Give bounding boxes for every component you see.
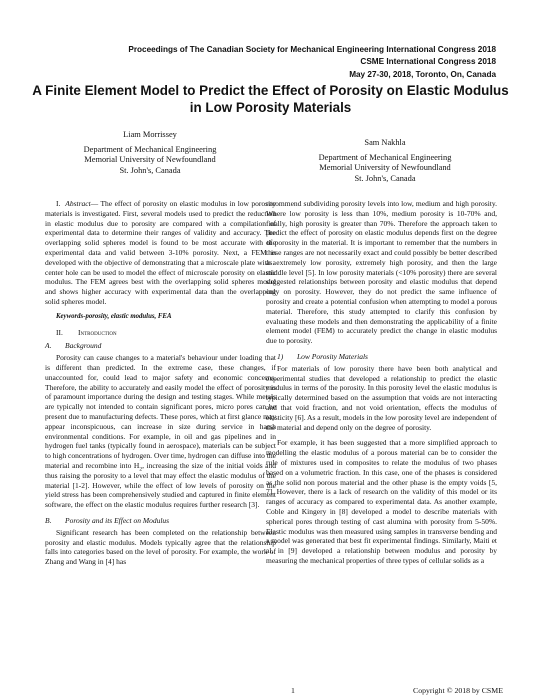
- subsection-title: Low Porosity Materials: [297, 351, 368, 361]
- author-block-1: [45, 130, 255, 176]
- background-text-continued: , increasing the size of the initial voids and thus raising the porosity to a level that may effect the elastic modulus of the material [1-2]. However, while the effect of low levels of porosity on the yield stress has been comprehensively studied and captured in finite element software, the effect on the elastic modulus requires further research [3].: [45, 460, 276, 510]
- subsection-heading-porosity: [45, 516, 276, 526]
- left-column: [45, 199, 276, 567]
- subsection-number: 1): [277, 351, 284, 361]
- author-department: Department of Mechanical Engineering: [318, 152, 452, 162]
- example-paragraph: For example, it has been suggested that a more simplified approach to modelling the elastic modulus of a porous material can be to consider the rule of mixtures used in composites to relate the modulus of two phases based on a volumetric fraction. In this case, one of the phases is considered as the solid non porous material and the other phase is the empty voids [5, 7]. However, there is a lack of research on the validity of this model or its ranges of accuracy as compared to experimental data. As another example, Coble and Kingery in [8] developed a model to describe materials with spherical pores through testing of cast alumina with porosity from 5-50%. Elastic modulus was then measured using samples in transverse bending and a model was generated that best fit experimental findings. Similarly, Maiti et al. in [9] developed a relationship between modulus and porosity by measuring the mechanical properties of three types of cellular solids as a: [266, 438, 497, 565]
- background-text: Porosity can cause changes to a material's behaviour under loading that is different than predicted. In the extreme case, these changes, if unaccounted for, could lead to major safety and economic concerns. Therefore, the ability to accurately and easily model the effect of porosity is of paramount importance during the design and testing stages. While metals are typically not intended to contain significant pores, micro pores can be present due to manufacturing defects. These pores, which at first glance may appear inconspicuous, can increase in size during service in harsh environmental conditions. For example, in oil and gas pipelines and in hydrogen fuel tanks (typically found in aerospace), materials can be subject to high concentrations of hydrogen. Over time, hydrogen can diffuse into the material and recombine into H: [45, 353, 276, 470]
- header-line-1: Proceedings of The Canadian Society for Mechanical Engineering International Congress 2018: [128, 45, 496, 54]
- author-university: Memorial University of Newfoundland: [319, 163, 451, 173]
- proceedings-header: [76, 44, 496, 81]
- author-name: Liam Morrissey: [123, 130, 177, 139]
- abstract-text: — The effect of porosity on elastic modulus in low porosity materials is investigated. First, several models used to predict the reduction in elastic modulus due to porosity are compared with a compilation of experimental data to determine their ranges of validity and accuracy. The overlapping solid spheres model is found to be most accurate with the experimental data and valid between 3-10% porosity. Next, a FEM is developed with the objective of demonstrating that a microscale plate with a center hole can be used to model the effect of microscale porosity on elastic modulus. The FEM agrees best with the overlapping solid spheres model and shows higher accuracy with experimental data than the overlapping solid spheres model.: [45, 199, 276, 306]
- section-heading-introduction: [56, 328, 276, 338]
- header-line-2: CSME International Congress 2018: [360, 57, 496, 67]
- author-name: Sam Nakhla: [364, 138, 406, 147]
- header-line-3: May 27-30, 2018, Toronto, On, Canada: [349, 69, 496, 79]
- section-number: II.: [56, 327, 63, 337]
- subsection-heading-background: [45, 341, 276, 351]
- right-column: [266, 199, 497, 566]
- subsection-heading-low-porosity: [277, 352, 497, 362]
- keywords: Keywords-porosity, elastic modulus, FEA: [56, 312, 172, 320]
- continued-paragraph: recommend subdividing porosity levels into low, medium and high porosity. Where low porosity is less than 10%, medium porosity is 10-70% and, finally, high porosity is greater than 70%. Therefore the approach taken to predict the effect of porosity on elastic modulus depends first on the degree of porosity in the material. It is important to remember that the numbers in these ranges are not necessarily exact and could possibly be better described as extremely low porosity, extremely high porosity, and then the large middle level [5]. In low porosity materials (<10% porosity) there are several suggested relationships between porosity and elastic modulus that depend only on porosity. However, they do not predict the same influence of porosity and create a potential confusion when attempting to model a porous material. Therefore, this study attempted to clarify this confusion by evaluating these models and then demonstrating the applicability of a finite element model (FEM) to accurately predict the change in elastic modulus due to porosity.: [266, 199, 497, 346]
- paper-title: A Finite Element Model to Predict the Effect of Porosity on Elastic Modulus in Low Porosity Materials: [32, 83, 509, 115]
- subsection-title: Porosity and its Effect on Modulus: [65, 515, 170, 525]
- subsection-number: B.: [45, 515, 52, 525]
- author-city: St. John's, Canada: [354, 173, 416, 183]
- background-paragraph: [45, 353, 276, 510]
- low-porosity-paragraph: For materials of low porosity there have been both analytical and experimental studies that developed a relationship to predict the elastic modulus in terms of the porosity. In this porosity level the elastic modulus is typically determined based on the assumption that voids are not interacting and that void fraction, and not void orientation, effects the modulus of elasticity [6]. As a result, models in the low porosity level are independent of the material and depend only on the degree of porosity.: [266, 363, 497, 432]
- abstract-paragraph: [45, 199, 276, 307]
- copyright-notice: Copyright © 2018 by CSME: [413, 686, 503, 695]
- author-block-2: [280, 138, 490, 184]
- subscript-2: 2: [139, 466, 143, 473]
- porosity-paragraph: Significant research has been completed on the relationship between porosity and elastic modulus. Models typically agree that the relationship falls into categories based on the level of porosity. For example, the work of Zhang and Wang in [4] has: [45, 527, 276, 567]
- author-department: Department of Mechanical Engineering: [83, 144, 217, 154]
- abstract-number: I.: [56, 199, 61, 208]
- page-number: 1: [291, 686, 295, 695]
- author-city: St. John's, Canada: [119, 165, 181, 175]
- author-university: Memorial University of Newfoundland: [84, 155, 216, 165]
- subsection-number: A.: [45, 341, 52, 351]
- subsection-title: Background: [65, 341, 102, 351]
- abstract-label: Abstract: [65, 199, 91, 208]
- section-title: Introduction: [78, 327, 117, 337]
